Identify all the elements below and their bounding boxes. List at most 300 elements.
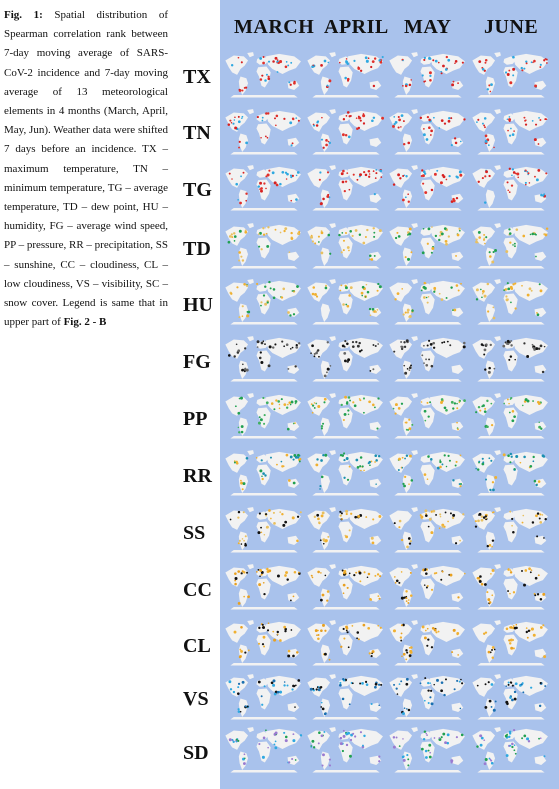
station-dot bbox=[540, 598, 543, 601]
station-dot bbox=[482, 290, 485, 293]
land-mass bbox=[411, 165, 418, 170]
land-mass bbox=[307, 169, 330, 188]
station-dot bbox=[284, 681, 286, 683]
station-dot bbox=[293, 423, 295, 425]
land-mass bbox=[266, 225, 301, 245]
station-dot bbox=[464, 573, 466, 575]
station-dot bbox=[372, 541, 375, 544]
station-dot bbox=[357, 515, 360, 518]
station-dot bbox=[484, 62, 486, 64]
station-dot bbox=[347, 587, 349, 589]
station-dot bbox=[459, 483, 461, 485]
land-mass bbox=[230, 663, 297, 666]
station-dot bbox=[408, 599, 410, 601]
station-dot bbox=[439, 461, 441, 463]
station-dot bbox=[409, 455, 412, 458]
station-dot bbox=[427, 302, 429, 304]
station-dot bbox=[326, 371, 328, 373]
station-dot bbox=[506, 343, 508, 345]
station-dot bbox=[345, 61, 348, 64]
station-dot bbox=[425, 514, 428, 517]
station-dot bbox=[291, 629, 293, 631]
station-dot bbox=[361, 292, 364, 295]
station-dot bbox=[394, 298, 396, 300]
station-dot bbox=[288, 81, 290, 83]
land-mass bbox=[256, 237, 270, 258]
land-mass bbox=[420, 464, 434, 485]
station-dot bbox=[508, 359, 510, 361]
station-dot bbox=[427, 116, 429, 118]
station-dot bbox=[356, 637, 358, 639]
land-mass bbox=[370, 479, 382, 488]
station-dot bbox=[372, 518, 374, 520]
station-dot bbox=[484, 368, 486, 370]
station-dot bbox=[329, 659, 331, 661]
station-dot bbox=[457, 234, 460, 237]
land-mass bbox=[535, 703, 547, 712]
land-mass bbox=[477, 550, 544, 553]
land-mass bbox=[329, 674, 336, 679]
station-dot bbox=[229, 120, 231, 122]
station-dot bbox=[348, 136, 351, 139]
station-dot bbox=[320, 686, 322, 688]
row-label-tg: TG bbox=[183, 179, 212, 201]
station-dot bbox=[346, 457, 349, 460]
station-dot bbox=[512, 244, 514, 246]
station-dot bbox=[283, 732, 285, 734]
station-dot bbox=[380, 176, 382, 178]
land-mass bbox=[256, 179, 270, 200]
station-dot bbox=[347, 358, 350, 361]
row-label-cc: CC bbox=[183, 579, 212, 601]
station-dot bbox=[401, 539, 403, 541]
map-vs-may bbox=[386, 667, 470, 725]
station-dot bbox=[452, 479, 454, 481]
station-dot bbox=[323, 543, 325, 545]
land-mass bbox=[513, 111, 548, 131]
station-dot bbox=[503, 403, 505, 405]
station-dot bbox=[239, 540, 241, 542]
station-dot bbox=[261, 478, 263, 480]
station-dot bbox=[290, 174, 292, 176]
station-dot bbox=[430, 690, 432, 692]
station-dot bbox=[430, 130, 433, 133]
map-tx-june bbox=[469, 45, 553, 103]
station-dot bbox=[423, 362, 425, 364]
station-dot bbox=[429, 682, 431, 684]
land-mass bbox=[348, 566, 383, 586]
land-mass bbox=[430, 729, 465, 749]
station-dot bbox=[324, 375, 327, 378]
land-mass bbox=[477, 379, 544, 382]
station-dot bbox=[439, 127, 441, 129]
land-mass bbox=[312, 550, 379, 553]
station-dot bbox=[258, 185, 260, 187]
station-dot bbox=[429, 752, 431, 754]
station-dot bbox=[232, 123, 234, 125]
station-dot bbox=[509, 120, 511, 122]
station-dot bbox=[310, 352, 312, 354]
station-dot bbox=[445, 512, 447, 514]
station-dot bbox=[539, 119, 541, 121]
station-dot bbox=[511, 743, 514, 746]
station-dot bbox=[369, 652, 371, 654]
station-dot bbox=[484, 243, 486, 245]
land-mass bbox=[288, 756, 300, 765]
station-dot bbox=[367, 291, 370, 294]
station-dot bbox=[405, 421, 407, 423]
station-dot bbox=[441, 463, 443, 465]
station-dot bbox=[339, 511, 341, 513]
station-dot bbox=[442, 571, 444, 573]
station-dot bbox=[544, 346, 546, 348]
station-dot bbox=[406, 455, 408, 457]
station-dot bbox=[401, 288, 403, 290]
land-mass bbox=[420, 123, 434, 144]
station-dot bbox=[345, 626, 348, 629]
land-mass bbox=[266, 395, 301, 415]
station-dot bbox=[481, 583, 484, 586]
station-dot bbox=[484, 408, 486, 410]
station-dot bbox=[505, 250, 508, 253]
station-dot bbox=[452, 517, 454, 519]
station-dot bbox=[236, 739, 238, 741]
land-mass bbox=[329, 165, 336, 170]
land-mass bbox=[394, 770, 461, 773]
station-dot bbox=[382, 118, 384, 120]
station-dot bbox=[535, 347, 538, 350]
station-dot bbox=[430, 343, 433, 346]
station-dot bbox=[462, 62, 464, 64]
land-mass bbox=[338, 123, 352, 144]
map-tg-may bbox=[386, 158, 470, 216]
station-dot bbox=[272, 346, 274, 348]
station-dot bbox=[422, 74, 424, 76]
station-dot bbox=[352, 235, 354, 237]
station-dot bbox=[327, 171, 329, 173]
station-dot bbox=[357, 345, 360, 348]
station-dot bbox=[264, 534, 266, 536]
station-dot bbox=[492, 306, 494, 308]
land-mass bbox=[266, 281, 301, 301]
land-mass bbox=[535, 536, 547, 545]
station-dot bbox=[316, 688, 318, 690]
land-mass bbox=[389, 454, 412, 473]
station-dot bbox=[439, 293, 441, 295]
station-dot bbox=[486, 425, 489, 428]
station-dot bbox=[275, 124, 277, 126]
land-mass bbox=[411, 674, 418, 679]
station-dot bbox=[371, 653, 373, 655]
land-mass bbox=[321, 304, 330, 322]
station-dot bbox=[403, 755, 405, 757]
station-dot bbox=[488, 84, 490, 86]
station-dot bbox=[350, 286, 353, 289]
map-fg-may bbox=[386, 329, 470, 387]
land-mass bbox=[420, 741, 434, 762]
station-dot bbox=[318, 356, 320, 358]
land-mass bbox=[420, 66, 434, 87]
station-dot bbox=[449, 460, 451, 462]
station-dot bbox=[342, 181, 345, 184]
station-dot bbox=[460, 455, 462, 457]
station-dot bbox=[435, 60, 438, 63]
land-mass bbox=[329, 223, 336, 228]
station-dot bbox=[427, 638, 429, 640]
station-dot bbox=[323, 731, 325, 733]
station-dot bbox=[405, 85, 407, 87]
station-dot bbox=[262, 472, 265, 475]
station-dot bbox=[543, 59, 545, 61]
station-dot bbox=[299, 458, 301, 460]
station-dot bbox=[505, 685, 507, 687]
station-dot bbox=[404, 707, 406, 709]
station-dot bbox=[267, 76, 269, 78]
station-dot bbox=[287, 685, 289, 687]
station-dot bbox=[456, 461, 458, 463]
station-dot bbox=[329, 253, 331, 255]
station-dot bbox=[310, 688, 313, 691]
station-dot bbox=[314, 402, 316, 404]
station-dot bbox=[441, 119, 444, 122]
station-dot bbox=[247, 706, 249, 708]
map-sd-june bbox=[469, 720, 553, 778]
station-dot bbox=[328, 62, 330, 64]
station-dot bbox=[363, 122, 365, 124]
station-dot bbox=[324, 60, 327, 63]
station-dot bbox=[525, 119, 527, 121]
station-dot bbox=[509, 745, 511, 747]
station-dot bbox=[424, 410, 427, 413]
station-dot bbox=[402, 85, 404, 87]
station-dot bbox=[343, 459, 345, 461]
land-mass bbox=[503, 123, 517, 144]
station-dot bbox=[340, 514, 342, 516]
station-dot bbox=[322, 765, 324, 767]
station-dot bbox=[264, 286, 266, 288]
station-dot bbox=[317, 637, 320, 640]
station-dot bbox=[258, 643, 260, 645]
station-dot bbox=[374, 575, 376, 577]
station-dot bbox=[264, 474, 266, 476]
station-dot bbox=[274, 117, 276, 119]
station-dot bbox=[492, 251, 494, 253]
station-dot bbox=[428, 358, 430, 360]
station-dot bbox=[272, 60, 275, 63]
station-dot bbox=[350, 115, 352, 117]
station-dot bbox=[284, 574, 287, 577]
station-dot bbox=[262, 120, 264, 122]
land-mass bbox=[452, 649, 464, 658]
land-mass bbox=[477, 663, 544, 666]
station-dot bbox=[359, 350, 361, 352]
station-dot bbox=[231, 64, 233, 66]
station-dot bbox=[507, 340, 510, 343]
station-dot bbox=[256, 283, 258, 285]
station-dot bbox=[266, 401, 269, 404]
land-mass bbox=[494, 165, 501, 170]
station-dot bbox=[482, 458, 484, 460]
land-mass bbox=[494, 109, 501, 114]
station-dot bbox=[510, 355, 512, 357]
station-dot bbox=[442, 526, 444, 528]
station-dot bbox=[489, 544, 492, 547]
station-dot bbox=[315, 629, 318, 632]
map-ss-april bbox=[304, 500, 388, 558]
station-dot bbox=[293, 82, 296, 85]
station-dot bbox=[347, 305, 350, 308]
station-dot bbox=[423, 345, 425, 347]
station-dot bbox=[420, 682, 422, 684]
station-dot bbox=[375, 172, 377, 174]
station-dot bbox=[258, 583, 261, 586]
row-label-vs: VS bbox=[183, 688, 209, 710]
station-dot bbox=[546, 62, 548, 64]
station-dot bbox=[359, 173, 362, 176]
station-dot bbox=[511, 456, 513, 458]
station-dot bbox=[440, 181, 443, 184]
station-dot bbox=[445, 240, 448, 243]
station-dot bbox=[237, 570, 240, 573]
land-mass bbox=[247, 223, 254, 228]
station-dot bbox=[354, 516, 357, 519]
station-dot bbox=[234, 235, 237, 238]
station-dot bbox=[371, 703, 373, 705]
station-dot bbox=[398, 469, 400, 471]
station-dot bbox=[534, 85, 537, 88]
station-dot bbox=[360, 70, 362, 72]
station-dot bbox=[259, 357, 262, 360]
station-dot bbox=[263, 294, 265, 296]
station-dot bbox=[345, 304, 347, 306]
station-dot bbox=[407, 368, 409, 370]
land-mass bbox=[266, 729, 301, 749]
station-dot bbox=[444, 122, 446, 124]
station-dot bbox=[527, 637, 529, 639]
station-dot bbox=[532, 521, 534, 523]
station-dot bbox=[405, 590, 407, 592]
land-mass bbox=[420, 350, 434, 371]
figure-label: Fig. 1: bbox=[4, 9, 43, 21]
station-dot bbox=[278, 62, 280, 64]
land-mass bbox=[452, 138, 464, 147]
station-dot bbox=[327, 590, 330, 593]
station-dot bbox=[434, 737, 436, 739]
land-mass bbox=[321, 77, 330, 95]
station-dot bbox=[235, 405, 237, 407]
station-dot bbox=[256, 457, 258, 459]
station-dot bbox=[378, 515, 381, 518]
station-dot bbox=[273, 639, 276, 642]
station-dot bbox=[318, 686, 320, 688]
station-dot bbox=[512, 531, 515, 534]
station-dot bbox=[273, 522, 276, 525]
station-dot bbox=[329, 764, 331, 766]
station-dot bbox=[510, 286, 513, 289]
map-hu-april bbox=[304, 272, 388, 330]
station-dot bbox=[536, 535, 538, 537]
station-dot bbox=[425, 358, 427, 360]
station-dot bbox=[428, 526, 430, 528]
station-dot bbox=[530, 571, 532, 573]
station-dot bbox=[432, 342, 435, 345]
station-dot bbox=[368, 176, 370, 178]
station-dot bbox=[287, 654, 290, 657]
station-dot bbox=[375, 345, 377, 347]
land-mass bbox=[247, 109, 254, 114]
land-mass bbox=[312, 322, 379, 325]
station-dot bbox=[234, 240, 236, 242]
station-dot bbox=[233, 691, 235, 693]
station-dot bbox=[324, 454, 327, 457]
station-dot bbox=[528, 567, 531, 570]
station-dot bbox=[320, 202, 323, 205]
station-dot bbox=[290, 599, 292, 601]
station-dot bbox=[540, 64, 542, 66]
station-dot bbox=[538, 348, 540, 350]
land-mass bbox=[503, 237, 517, 258]
station-dot bbox=[230, 688, 232, 690]
station-dot bbox=[441, 681, 444, 684]
station-dot bbox=[408, 316, 410, 318]
station-dot bbox=[352, 401, 354, 403]
station-dot bbox=[456, 736, 458, 738]
station-dot bbox=[322, 512, 325, 515]
station-dot bbox=[513, 749, 515, 751]
station-dot bbox=[360, 731, 362, 733]
station-dot bbox=[360, 120, 362, 122]
station-dot bbox=[348, 250, 350, 252]
row-label-tx: TX bbox=[183, 66, 211, 88]
station-dot bbox=[343, 735, 346, 738]
station-dot bbox=[428, 126, 431, 129]
station-dot bbox=[409, 84, 412, 87]
station-dot bbox=[320, 64, 323, 67]
station-dot bbox=[286, 178, 288, 180]
station-dot bbox=[372, 368, 374, 370]
station-dot bbox=[521, 285, 523, 287]
station-dot bbox=[353, 174, 355, 176]
land-mass bbox=[403, 418, 412, 436]
station-dot bbox=[259, 57, 262, 60]
station-dot bbox=[475, 241, 478, 244]
station-dot bbox=[401, 571, 403, 573]
station-dot bbox=[409, 228, 412, 231]
station-dot bbox=[451, 401, 454, 404]
station-dot bbox=[422, 251, 425, 254]
station-dot bbox=[424, 509, 427, 512]
station-dot bbox=[456, 680, 458, 682]
station-dot bbox=[297, 454, 300, 457]
station-dot bbox=[343, 419, 345, 421]
station-dot bbox=[325, 539, 328, 542]
station-dot bbox=[359, 465, 361, 467]
station-dot bbox=[343, 452, 345, 454]
station-dot bbox=[503, 453, 506, 456]
station-dot bbox=[283, 403, 286, 406]
station-dot bbox=[446, 466, 448, 468]
station-dot bbox=[259, 569, 262, 572]
land-mass bbox=[256, 123, 270, 144]
station-dot bbox=[408, 537, 411, 540]
station-dot bbox=[523, 456, 526, 459]
station-dot bbox=[231, 178, 233, 180]
station-dot bbox=[424, 677, 426, 679]
station-dot bbox=[507, 118, 509, 120]
map-vs-june bbox=[469, 667, 553, 725]
station-dot bbox=[428, 57, 431, 60]
map-tn-may bbox=[386, 102, 470, 160]
